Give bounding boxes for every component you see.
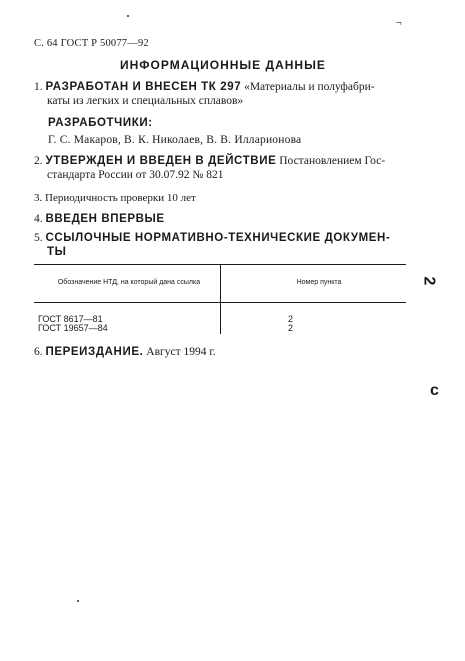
table-row-1-document: ГОСТ 8617—81 — [38, 314, 103, 324]
item-1-number: 1. — [34, 81, 43, 93]
speck-dash: ¬ — [396, 18, 402, 29]
item-4-heading: ВВЕДЕН ВПЕРВЫЕ — [45, 213, 165, 225]
item-5-heading-line2: ТЫ — [47, 246, 67, 258]
item-4 — [34, 212, 165, 226]
margin-mark-letter: с — [430, 382, 439, 399]
item-6-text: Август 1994 г. — [146, 346, 216, 358]
item-2-number: 2. — [34, 155, 43, 167]
item-6 — [34, 345, 216, 359]
item-5-heading-line1: ССЫЛОЧНЫЕ НОРМАТИВНО-ТЕХНИЧЕСКИЕ ДОКУМЕН- — [45, 232, 391, 244]
item-3: 3. Периодичность проверки 10 лет — [34, 192, 196, 204]
table-column-divider — [220, 264, 221, 334]
table-row-2-clause: 2 — [288, 323, 294, 333]
item-5 — [34, 231, 406, 259]
item-4-number: 4. — [34, 213, 43, 225]
item-1-heading: РАЗРАБОТАН И ВНЕСЕН ТК 297 — [45, 81, 242, 93]
margin-mark-number: 2 — [420, 276, 438, 286]
item-1-text-line2: каты из легких и специальных сплавов» — [47, 95, 244, 107]
developers-heading: РАЗРАБОТЧИКИ: — [48, 117, 153, 129]
speck — [127, 15, 129, 17]
references-table — [34, 264, 406, 334]
table-row-2-document: ГОСТ 19657—84 — [38, 323, 108, 333]
table-header-clause: Номер пункта — [296, 279, 342, 286]
item-1-text-line1: «Материалы и полуфабри- — [244, 81, 375, 93]
item-2-text-line2: стандарта России от 30.07.92 № 821 — [47, 169, 224, 181]
item-2-heading: УТВЕРЖДЕН И ВВЕДЕН В ДЕЙСТВИЕ — [45, 155, 277, 167]
item-2-text-line1: Постановлением Гос- — [279, 155, 386, 167]
item-2 — [34, 154, 406, 182]
speck — [77, 600, 79, 602]
developers-list: Г. С. Макаров, В. К. Николаев, В. В. Илларионова — [48, 134, 302, 146]
page-header: С. 64 ГОСТ Р 50077—92 — [34, 38, 149, 49]
item-1 — [34, 80, 406, 108]
item-5-number: 5. — [34, 232, 43, 244]
item-6-heading: ПЕРЕИЗДАНИЕ. — [45, 346, 144, 358]
item-6-number: 6. — [34, 346, 43, 358]
table-row-1-clause: 2 — [288, 314, 294, 324]
section-title: ИНФОРМАЦИОННЫЕ ДАННЫЕ — [120, 58, 326, 72]
table-header-document: Обозначение НТД, на который дана ссылка — [57, 279, 201, 286]
